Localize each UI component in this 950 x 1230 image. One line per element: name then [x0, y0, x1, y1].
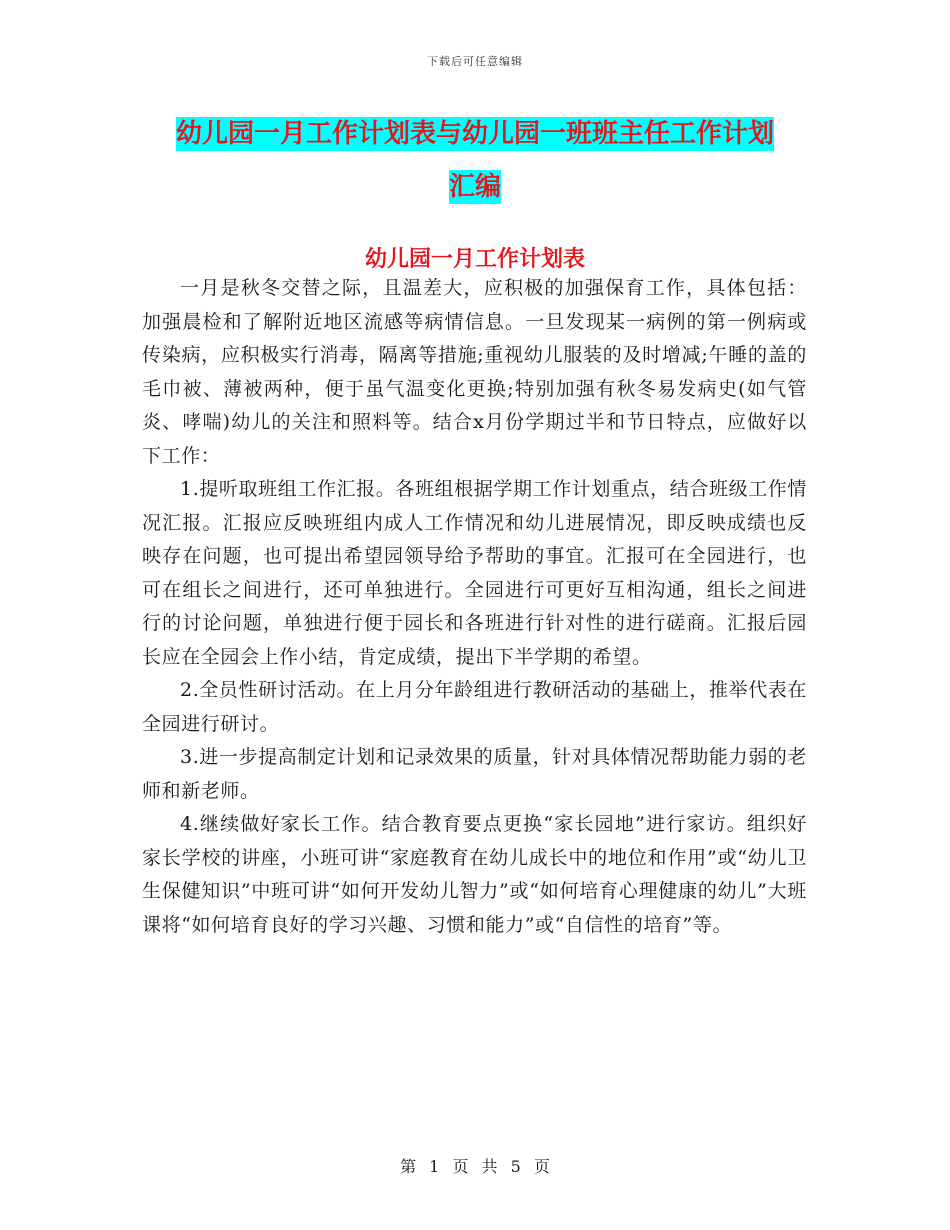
page-footer: 第 1 页 共 5 页	[400, 1157, 550, 1176]
paragraph-item-3: 3.进一步提高制定计划和记录效果的质量，针对具体情况帮助能力弱的老师和新老师。	[142, 746, 807, 802]
document-title-line-2: 汇编	[448, 172, 501, 202]
paragraph-item-4: 4.继续做好家长工作。结合教育要点更换“家长园地”进行家访。组织好家长学校的讲座，小班可讲“家庭教育在幼儿成长中的地位和作用”或“幼儿卫生保健知识”中班可讲“如何开发幼儿智力”或“如何培育心理健康的幼儿”大班课将“如何培育良好的学习兴趣、习惯和能力”或“自信性的培育”等。	[142, 813, 807, 936]
paragraph-intro: 一月是秋冬交替之际，且温差大，应积极的加强保育工作，具体包括：加强晨检和了解附近地区流感等病情信息。一旦发现某一病例的第一例病或传染病，应积极实行消毒，隔离等措施;重视幼儿服装的及时增减;午睡的盖的毛巾被、薄被两种，便于虽气温变化更换;特别加强有秋冬易发病史(如气管炎、哮喘)幼儿的关注和照料等。结合x月份学期过半和节日特点，应做好以下工作：	[142, 277, 807, 467]
body-text	[142, 272, 807, 942]
document-title-line-1: 幼儿园一月工作计划表与幼儿园一班班主任工作计划	[175, 119, 774, 149]
document-title	[150, 108, 800, 214]
section-title: 幼儿园一月工作计划表	[364, 247, 585, 272]
paragraph-item-2: 2.全员性研讨活动。在上月分年龄组进行教研活动的基础上，推举代表在全园进行研讨。	[142, 679, 807, 735]
paragraph-item-1: 1.提听取班组工作汇报。各班组根据学期工作计划重点，结合班级工作情况汇报。汇报应反映班组内成人工作情况和幼儿进展情况，即反映成绩也反映存在问题，也可提出希望园领导给予帮助的事宜。汇报可在全园进行，也可在组长之间进行，还可单独进行。全园进行可更好互相沟通，组长之间进行的讨论问题，单独进行便于园长和各班进行针对性的进行磋商。汇报后园长应在全园会上作小结，肯定成绩，提出下半学期的希望。	[142, 478, 807, 668]
header-note: 下载后可任意编辑	[427, 55, 523, 68]
